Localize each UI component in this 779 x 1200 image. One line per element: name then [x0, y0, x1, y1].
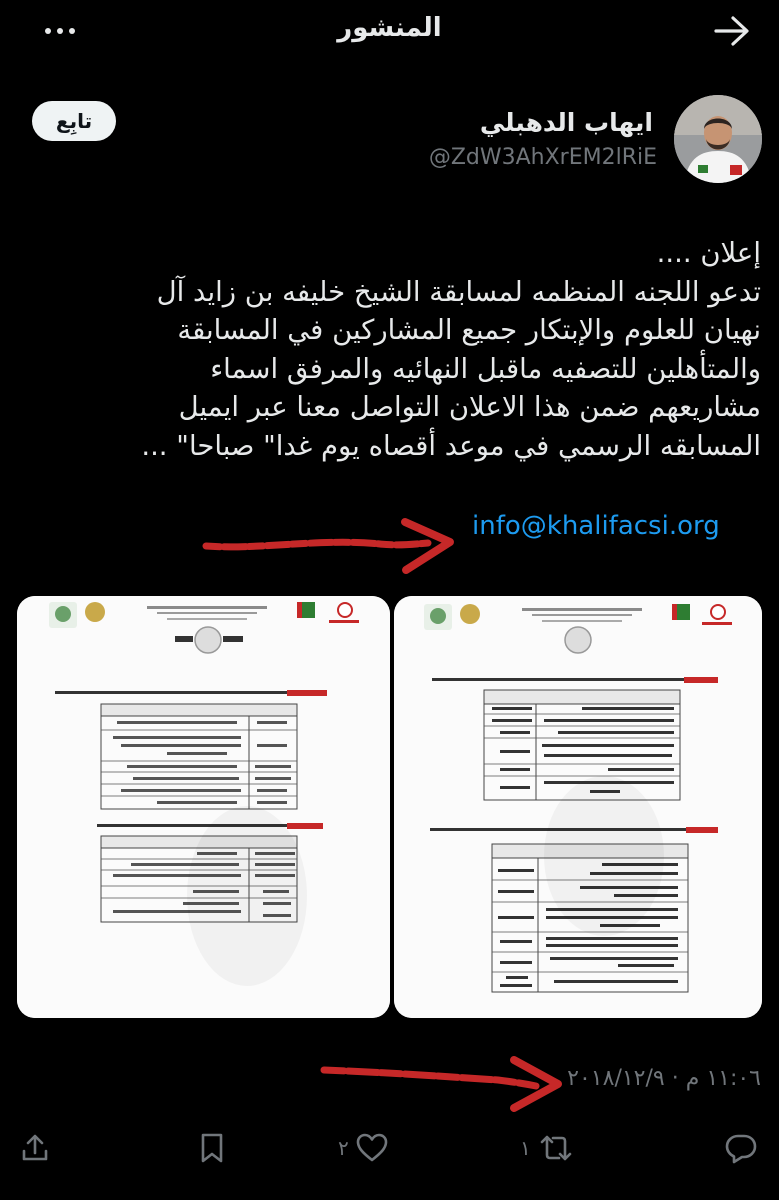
avatar[interactable]	[674, 95, 762, 183]
like-count: ٢	[338, 1136, 349, 1160]
page-title: المنشور	[337, 13, 442, 43]
reply-icon	[724, 1131, 758, 1165]
reply-button[interactable]	[724, 1128, 758, 1168]
author-name[interactable]: ايهاب الدهبلي	[479, 108, 653, 137]
back-button[interactable]	[712, 14, 752, 48]
retweet-button[interactable]	[520, 1128, 573, 1168]
follow-button[interactable]: تابِع	[32, 101, 116, 141]
heart-icon	[355, 1131, 389, 1165]
like-button[interactable]	[338, 1128, 389, 1168]
retweet-icon	[539, 1131, 573, 1165]
tweet-timestamp[interactable]: ١١:٠٦ م · ٢٠١٨/١٢/٩	[567, 1066, 761, 1091]
attached-image-right[interactable]	[394, 596, 762, 1018]
tweet-action-bar	[0, 1128, 779, 1172]
arrow-right-icon	[712, 14, 752, 48]
annotation-arrow	[200, 516, 462, 576]
annotation-arrow	[318, 1050, 574, 1114]
author-handle[interactable]: @ZdW3AhXrEM2lRiE	[428, 145, 657, 170]
top-bar	[0, 0, 779, 62]
tweet-email-link[interactable]: info@khalifacsi.org	[472, 511, 720, 541]
bookmark-button[interactable]	[195, 1128, 229, 1168]
share-button[interactable]	[18, 1128, 52, 1168]
tweet-text: إعلان .... تدعو اللجنه المنظمه لمسابقة الشيخ خليفه بن زايد آل نهيان للعلوم والإبتكار جميع المشاركين في المسابقة والمتأهلين للتصفيه ماقبل النهائيه والمرفق اسماء مشاريعهم ضمن هذا الاعلان التواصل معنا عبر ايميل المسابقه الرسمي في موعد أقصاه يوم غدا" صباحا" ...	[141, 237, 761, 462]
bookmark-icon	[195, 1131, 229, 1165]
retweet-count: ١	[520, 1136, 531, 1160]
attached-image-left[interactable]	[17, 596, 390, 1018]
share-icon	[18, 1131, 52, 1165]
